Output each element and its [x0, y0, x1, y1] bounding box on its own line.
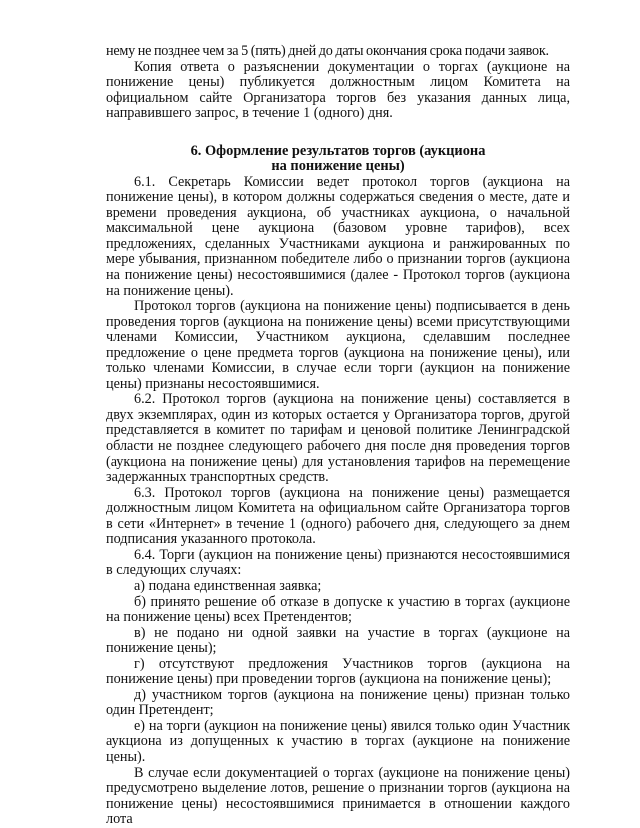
- list-item-v: в) не подано ни одной заявки на участие в торгах (аукционе на понижение цены);: [106, 624, 570, 657]
- paragraph-6-2: 6.2. Протокол торгов (аукциона на понижение цены) составляется в двух экземплярах, один из которых остается у Организатора торгов, другой представляется в комитет по тарифам и ценовой политике Ленинградской области не позднее следующего рабочего дня после дня проведения торгов (аукциона на понижение цены) для установления тарифов на перемещение задержанных транспортных средств.: [106, 391, 570, 486]
- paragraph-protocol-signing: Протокол торгов (аукциона на понижение цены) подписывается в день проведения торгов (аукциона на понижение цены) всеми присутствующими членами Комиссии, Участником аукциона, сделавшим последнее предложение о цене предмета торгов (аукциона на понижение цены), или только членами Комиссии, в случае если торги (аукцион на понижение цены) признаны несостоявшимися.: [106, 298, 570, 392]
- intro-paragraph-1: нему не позднее чем за 5 (пять) дней до даты окончания срока подачи заявок.: [106, 43, 549, 59]
- document-body: [106, 44, 570, 828]
- section-heading-line-1: 6. Оформление результатов торгов (аукциона: [190, 142, 486, 159]
- list-item-b: б) принято решение об отказе в допуске к участию в торгах (аукционе на понижение цены) всех Претендентов;: [106, 593, 570, 626]
- section-heading: [106, 144, 570, 175]
- paragraph-6-4: 6.4. Торги (аукцион на понижение цены) признаются несостоявшимися в следующих случаях:: [106, 546, 570, 579]
- paragraph-6-1: 6.1. Секретарь Комиссии ведет протокол торгов (аукциона на понижение цены), в котором должны содержаться сведения о месте, дате и времени проведения аукциона, об участниках аукциона, о начальной максимальной цене аукциона (базовом уровне тарифов), всех предложениях, сделанных Участниками аукциона и ранжированных по мере убывания, признанном победителе либо о признании торгов (аукциона на понижение цены) несостоявшимися (далее - Протокол торгов (аукциона на понижение цены).: [106, 173, 570, 299]
- list-item-e: е) на торги (аукцион на понижение цены) явился только один Участник аукциона из допущенных к участию в торгах (аукционе на понижение цены).: [106, 717, 570, 765]
- list-item-a: а) подана единственная заявка;: [134, 577, 322, 594]
- intro-paragraph-2: Копия ответа о разъяснении документации о торгах (аукционе на понижение цены) публикуется должностным лицом Комитета на официальном сайте Организатора торгов без указания данных лица, направившего запрос, в течение 1 (одного) дня.: [106, 58, 570, 122]
- section-heading-line-2: на понижение цены): [271, 158, 405, 175]
- list-item-d: д) участником торгов (аукциона на понижение цены) признан только один Претендент;: [106, 686, 570, 719]
- paragraph-6-3: 6.3. Протокол торгов (аукциона на понижение цены) размещается должностным лицом Комитета на официальном сайте Организатора торгов в сети «Интернет» в течение 1 (одного) рабочего дня, следующего за днем подписания указанного протокола.: [106, 484, 570, 548]
- list-item-g: г) отсутствуют предложения Участников торгов (аукциона на понижение цены) при проведении торгов (аукциона на понижение цены);: [106, 655, 570, 688]
- paragraph-lots: В случае если документацией о торгах (аукционе на понижение цены) предусмотрено выделение лотов, решение о признании торгов (аукциона на понижение цены) несостоявшимися принимается в отношении каждого лота: [106, 764, 570, 828]
